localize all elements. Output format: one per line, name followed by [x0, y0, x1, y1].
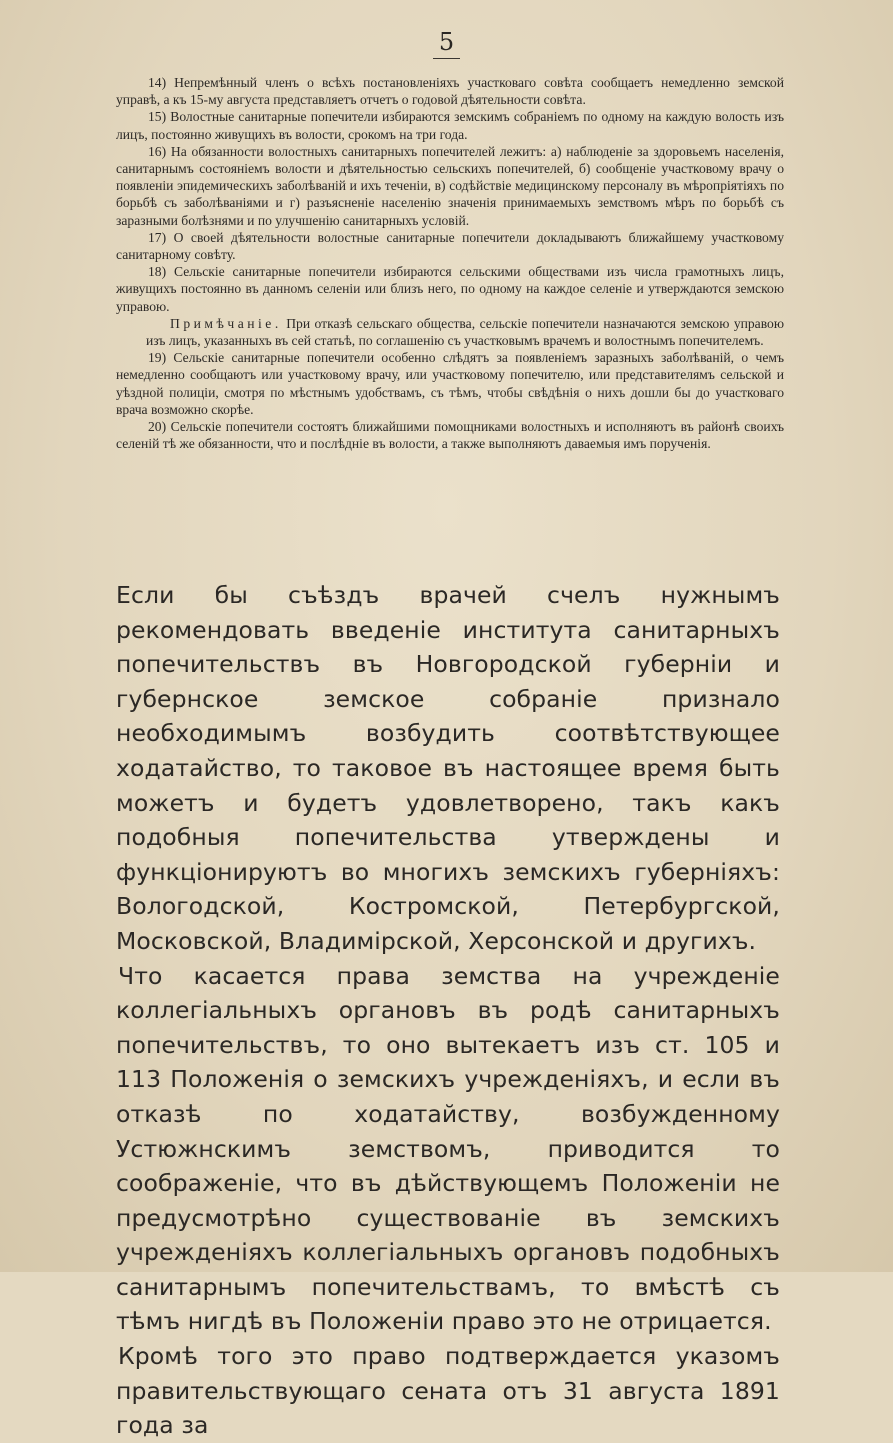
main-text-section: [116, 578, 780, 1443]
note-text: При отказѣ сельскаго общества, сельскіе попечители назначаются земскою управою изъ лицъ, указанныхъ въ сей статьѣ, по соглашенію съ участковымъ врачемъ и волостнымъ попечителемъ.: [146, 315, 784, 349]
note-paragraph: [146, 315, 784, 349]
regulations-section: [116, 74, 784, 452]
main-paragraph-3: Кромѣ того это право подтверждается указомъ правительствующаго сената отъ 31 августа 1891 года за: [116, 1342, 780, 1440]
note-heading: Примѣчаніе.: [170, 315, 282, 331]
main-paragraph-1: Если бы съѣздъ врачей счелъ нужнымъ рекомендовать введеніе института санитарныхъ попечительствъ въ Новгородской губерніи и губернское земское собраніе признало необходимымъ возбудить соотвѣтствующее ходатайство, то таковое въ настоящее время быть можетъ и будетъ удовлетворено, такъ какъ подобныя попечительства утверждены и функціонируютъ во многихъ земскихъ губерніяхъ: Вологодской, Костромской, Петербургской, Московской, Владимірской, Херсонской и другихъ.: [116, 581, 780, 955]
paragraph-16: 16) На обязанности волостныхъ санитарныхъ попечителей лежитъ: а) наблюденіе за здоровьемъ населенія, санитарнымъ состояніемъ волости и дѣятельностью сельскихъ попечителей, б) сообщеніе участковому врачу о появленіи эпидемическихъ заболѣваній и ихъ теченіи, в) содѣйствіе медицинскому персоналу въ мѣропріятіяхъ по борьбѣ съ заболѣваніями и г) разъясненіе населенію значенія принимаемыхъ земствомъ мѣръ по борьбѣ съ заразными болѣзнями и по улучшенію санитарныхъ условій.: [116, 143, 784, 228]
paragraph-18: 18) Сельскіе санитарные попечители избираются сельскими обществами изъ числа грамотныхъ лицъ, живущихъ постоянно въ данномъ селеніи или близъ него, по одному на каждое селеніе и утверждаются земскою управою.: [116, 264, 784, 314]
paragraph-14: 14) Непремѣнный членъ о всѣхъ постановленіяхъ участковаго совѣта сообщаетъ немедленно земской управѣ, а къ 15-му августа представляетъ отчетъ о годовой дѣятельности совѣта.: [116, 75, 784, 108]
main-paragraph-2: Что касается права земства на учрежденіе коллегіальныхъ органовъ въ родѣ санитарныхъ попечительствъ, то оно вытекаетъ изъ ст. 105 и 113 Положенія о земскихъ учрежденіяхъ, и если въ отказѣ по ходатайству, возбужденному Устюжнскимъ земствомъ, приводится то соображеніе, что въ дѣйствующемъ Положеніи не предусмотрѣно существованіе въ земскихъ учрежденіяхъ коллегіальныхъ органовъ подобныхъ санитарнымъ попечительствамъ, то вмѣстѣ съ тѣмъ нигдѣ въ Положеніи право это не отрицается.: [116, 961, 780, 1336]
paragraph-19: 19) Сельскіе санитарные попечители особенно слѣдятъ за появленіемъ заразныхъ заболѣваній, о чемъ немедленно сообщаютъ или участковому врачу, или участковому попечителю, или представителямъ сельской и уѣздной полиціи, смотря по мѣстнымъ удобствамъ, съ тѣмъ, чтобы свѣдѣнія о нихъ дошли бы до участковаго врача возможно скорѣе.: [116, 350, 784, 417]
paragraph-17: 17) О своей дѣятельности волостные санитарные попечители докладываютъ ближайшему участковому санитарному совѣту.: [116, 229, 784, 263]
paragraph-20: 20) Сельскіе попечители состоятъ ближайшими помощниками волостныхъ и исполняютъ въ районѣ своихъ селеній тѣ же обязанности, что и послѣдніе въ волости, а также выполняютъ даваемыя имъ порученія.: [116, 419, 784, 452]
page-number: 5: [0, 28, 893, 59]
paragraph-15: 15) Волостные санитарные попечители избираются земскимъ собраніемъ по одному на каждую волость изъ лицъ, постоянно живущихъ въ волости, срокомъ на три года.: [116, 109, 784, 142]
